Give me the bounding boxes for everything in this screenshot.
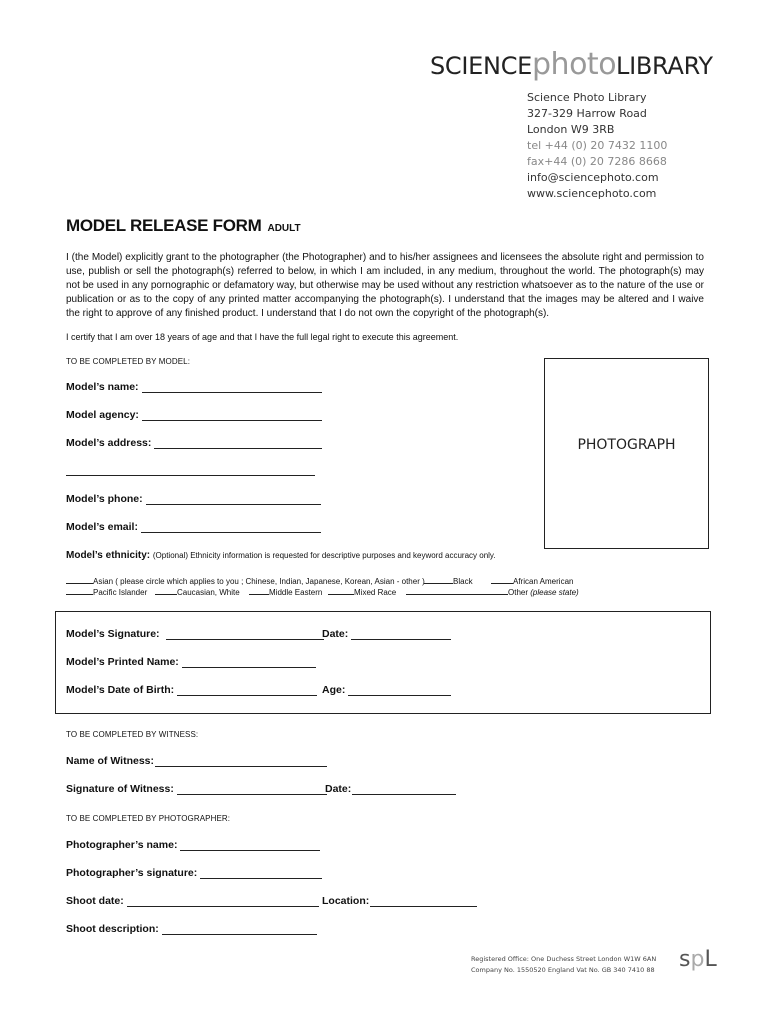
model-address-label: Model’s address: xyxy=(66,437,152,449)
ethnicity-other-option[interactable]: Other (please state) xyxy=(406,587,579,597)
model-address-line[interactable] xyxy=(154,438,322,449)
model-printed-name-label: Model’s Printed Name: xyxy=(66,656,179,668)
signature-date-line[interactable] xyxy=(351,629,451,640)
model-dob-field[interactable] xyxy=(66,684,317,696)
age-certification: I certify that I am over 18 years of age and that I have the full legal right to execute this agreement. xyxy=(66,332,459,342)
ethnicity-heading xyxy=(66,550,496,561)
model-signature-label: Model’s Signature: xyxy=(66,628,160,640)
street-address: 327-329 Harrow Road xyxy=(527,107,647,120)
witness-date-label: Date: xyxy=(325,783,352,795)
telephone: tel +44 (0) 20 7432 1100 xyxy=(527,139,668,152)
company-name: Science Photo Library xyxy=(527,91,647,104)
location-field[interactable] xyxy=(322,895,477,907)
form-title-main: MODEL RELEASE FORM xyxy=(66,216,262,235)
registered-office-footer xyxy=(471,954,656,976)
model-section-label: TO BE COMPLETED BY MODEL: xyxy=(66,357,191,366)
model-agency-label: Model agency: xyxy=(66,409,139,421)
form-title-sub: ADULT xyxy=(267,223,301,234)
address-block xyxy=(527,90,667,202)
shoot-date-label: Shoot date: xyxy=(66,895,124,907)
photographer-name-field[interactable] xyxy=(66,839,320,851)
photograph-box xyxy=(544,358,709,549)
witness-date-field[interactable] xyxy=(325,783,456,795)
model-address-field[interactable] xyxy=(66,437,322,449)
email-address: info@sciencephoto.com xyxy=(527,171,659,184)
shoot-description-line[interactable] xyxy=(162,924,317,935)
signature-date-field[interactable] xyxy=(322,628,451,640)
photographer-signature-line[interactable] xyxy=(200,868,322,879)
witness-date-line[interactable] xyxy=(352,784,456,795)
model-age-label: Age: xyxy=(322,684,346,696)
logo-science: SCIENCE xyxy=(430,52,533,80)
model-age-line[interactable] xyxy=(348,685,451,696)
signature-date-label: Date: xyxy=(322,628,349,640)
witness-section-label: TO BE COMPLETED BY WITNESS: xyxy=(66,730,199,739)
model-dob-label: Model’s Date of Birth: xyxy=(66,684,175,696)
website: www.sciencephoto.com xyxy=(527,187,657,200)
model-name-line[interactable] xyxy=(142,382,322,393)
model-phone-field[interactable] xyxy=(66,493,321,505)
witness-name-field[interactable] xyxy=(66,755,327,767)
model-agency-line[interactable] xyxy=(142,410,322,421)
model-address-line-2[interactable] xyxy=(66,465,315,476)
witness-signature-field[interactable] xyxy=(66,783,327,795)
model-email-line[interactable] xyxy=(141,522,321,533)
photographer-signature-field[interactable] xyxy=(66,867,322,879)
model-signature-field[interactable] xyxy=(66,628,324,640)
fax: fax+44 (0) 20 7286 8668 xyxy=(527,155,667,168)
logo-library: LIBRARY xyxy=(616,52,713,80)
release-statement: I (the Model) explicitly grant to the photographer (the Photographer) and to his/her assignees and licensees the absolute right and permission to use, publish or sell the photograph(s) referred to below, in which I am included, in any medium, throughout the world. The photograph(s) may not be used in any pornographic or defamatory way, but otherwise may be used without any restriction whatsoever as to the nature of the use or publication or as to the copy of any printed matter accompanying the photograph(s). I understand that the images may be altered and I waive the right to approve of any finished product. I understand that I do not own the copyright of the photograph(s). xyxy=(66,252,704,319)
spl-mini-logo: spL xyxy=(679,947,717,972)
registered-office: Registered Office: One Duchess Street London W1W 6AN xyxy=(471,955,657,963)
ethnicity-african-american-option[interactable]: African American xyxy=(491,576,573,586)
ethnicity-black-option[interactable]: Black xyxy=(424,576,473,586)
model-signature-line[interactable] xyxy=(166,629,324,640)
ethnicity-pacific-islander-option[interactable]: Pacific Islander xyxy=(66,587,147,597)
photographer-section-label: TO BE COMPLETED BY PHOTOGRAPHER: xyxy=(66,814,231,823)
model-name-field[interactable] xyxy=(66,381,322,393)
ethnicity-middle-eastern-option[interactable]: Middle Eastern xyxy=(249,587,322,597)
photograph-label: PHOTOGRAPH xyxy=(577,437,676,453)
city-postcode: London W9 3RB xyxy=(527,123,615,136)
company-number: Company No. 1550520 England Vat No. GB 340 7410 88 xyxy=(471,966,655,974)
model-dob-line[interactable] xyxy=(177,685,317,696)
shoot-description-label: Shoot description: xyxy=(66,923,159,935)
witness-signature-label: Signature of Witness: xyxy=(66,783,174,795)
photographer-name-label: Photographer’s name: xyxy=(66,839,178,851)
model-phone-label: Model’s phone: xyxy=(66,493,143,505)
form-title xyxy=(66,216,301,236)
spl-logo xyxy=(430,47,713,82)
ethnicity-caucasian-option[interactable]: Caucasian, White xyxy=(155,587,240,597)
model-email-label: Model’s email: xyxy=(66,521,138,533)
model-phone-line[interactable] xyxy=(146,494,321,505)
witness-name-line[interactable] xyxy=(155,756,327,767)
photographer-signature-label: Photographer’s signature: xyxy=(66,867,198,879)
ethnicity-note: (Optional) Ethnicity information is requested for descriptive purposes and keyword accuracy only. xyxy=(152,551,496,560)
location-label: Location: xyxy=(322,895,370,907)
photographer-name-line[interactable] xyxy=(180,840,320,851)
model-email-field[interactable] xyxy=(66,521,321,533)
model-age-field[interactable] xyxy=(322,684,451,696)
ethnicity-asian-option[interactable]: Asian ( please circle which applies to you ; Chinese, Indian, Japanese, Korean, Asian - other ) xyxy=(66,576,425,586)
model-printed-name-field[interactable] xyxy=(66,656,316,668)
ethnicity-mixed-race-option[interactable]: Mixed Race xyxy=(328,587,396,597)
shoot-description-field[interactable] xyxy=(66,923,317,935)
logo-photo: photo xyxy=(532,47,617,82)
model-agency-field[interactable] xyxy=(66,409,322,421)
witness-name-label: Name of Witness: xyxy=(66,755,155,767)
shoot-date-line[interactable] xyxy=(127,896,319,907)
location-line[interactable] xyxy=(370,896,477,907)
model-name-label: Model’s name: xyxy=(66,381,139,393)
model-printed-name-line[interactable] xyxy=(182,657,316,668)
witness-signature-line[interactable] xyxy=(177,784,327,795)
shoot-date-field[interactable] xyxy=(66,895,319,907)
ethnicity-label: Model’s ethnicity: xyxy=(66,550,151,561)
